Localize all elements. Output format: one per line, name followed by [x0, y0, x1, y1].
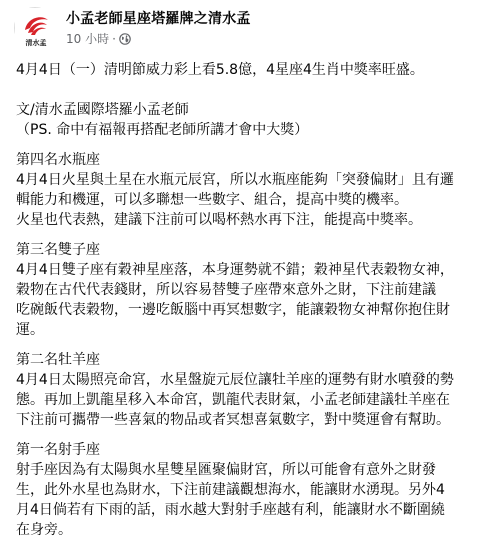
- section-aries: [16, 350, 486, 430]
- post-body: [16, 60, 486, 540]
- logo-text: 清水孟: [25, 39, 47, 47]
- meta-separator: ·: [112, 31, 116, 46]
- section-line: 在身旁。: [16, 522, 72, 538]
- section-title: 第三名雙子座: [16, 242, 100, 258]
- section-line: 輯能力和機運，可以多聯想一些數字、組合，提高中獎的機率。: [16, 192, 408, 208]
- section-title: 第一名射手座: [16, 442, 100, 458]
- globe-icon[interactable]: [119, 33, 131, 45]
- section-line: 態。再加上凱龍星移入本命宮，凱龍代表財氣，小孟老師建議牡羊座在: [16, 392, 450, 408]
- section-title: 第二名牡羊座: [16, 352, 100, 368]
- spacer: [16, 340, 486, 350]
- section-line: 4月4日雙子座有穀神星座落，本身運勢就不錯；穀神星代表穀物女神，: [16, 262, 454, 278]
- section-title: 第四名水瓶座: [16, 152, 100, 168]
- section-line: 穀物在古代代表錢財，所以容易替雙子座帶來意外之財，下注前建議: [16, 282, 436, 298]
- spacer: [16, 140, 486, 150]
- section-line: 吃碗飯代表穀物，一邊吃飯腦中再冥想數字，能讓穀物女神幫你抱住財: [16, 302, 450, 318]
- section-gemini: [16, 240, 486, 340]
- post-headline: 4月4日（一）清明節威力彩上看5.8億，4星座4生肖中獎率旺盛。: [16, 62, 424, 78]
- avatar[interactable]: [14, 7, 56, 49]
- logo-icon: [15, 8, 57, 50]
- spacer: [16, 230, 486, 240]
- section-line: 射手座因為有太陽與水星雙星匯聚偏財宮，所以可能會有意外之財發: [16, 462, 436, 478]
- spacer: [16, 80, 486, 100]
- spacer: [16, 430, 486, 440]
- post-time[interactable]: 10 小時: [66, 32, 110, 46]
- section-line: 運。: [16, 322, 44, 338]
- section-line: 火星也代表熱，建議下注前可以喝杯熱水再下注，能提高中獎率。: [16, 212, 422, 228]
- section-line: 4月4日太陽照亮命宮，水星盤旋元辰位讓牡羊座的運勢有財水噴發的勢: [16, 372, 454, 388]
- section-line: 月4日倘若有下雨的話，雨水越大對射手座越有利，能讓財水不斷圍繞: [16, 502, 445, 518]
- section-aquarius: [16, 150, 486, 230]
- section-line: 生，此外水星也為財水，下注前建議觀想海水，能讓財水湧現。另外4: [16, 482, 445, 498]
- post-header: [0, 0, 498, 50]
- section-sagittarius: [16, 440, 486, 540]
- post-note: （PS. 命中有福報再搭配老師所講才會中大獎）: [16, 122, 309, 138]
- page-name[interactable]: 小孟老師星座塔羅牌之清水孟: [66, 11, 251, 27]
- post-meta: [66, 30, 131, 47]
- post-byline: 文/清水孟國際塔羅小孟老師: [16, 102, 189, 118]
- section-line: 4月4日火星與土星在水瓶元辰宮，所以水瓶座能夠「突發偏財」且有邏: [16, 172, 454, 188]
- section-line: 下注前可攜帶一些喜氣的物品或者冥想喜氣數字，對中獎運會有幫助。: [16, 412, 450, 428]
